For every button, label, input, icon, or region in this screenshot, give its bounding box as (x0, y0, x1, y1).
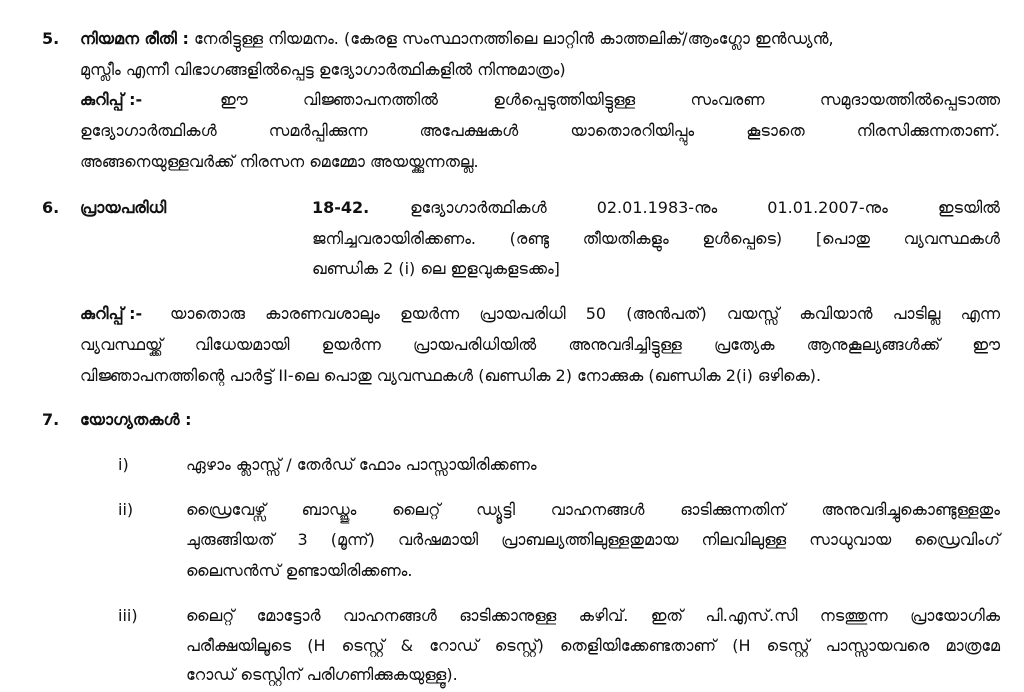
section-5-note-1: ഈ വിജ്ഞാപനത്തിൽ ഉൾപ്പെടുത്തിയിട്ടുള്ള സംവരണ സമുദായത്തിൽപ്പെടാത്ത (220, 90, 1000, 109)
qualification-iii-marker: iii) (118, 606, 138, 625)
section-6-number: 6. (42, 198, 60, 217)
section-5-note-3: അങ്ങനെയുള്ളവർക്ക് നിരസന മെമ്മോ അയയ്ക്കുന്നതല്ല. (80, 152, 479, 171)
section-7-number: 7. (42, 410, 60, 429)
section-6-note-1: യാതൊരു കാരണവശാലും ഉയർന്ന പ്രായപരിധി 50 (അൻപത്) വയസ്സ് കവിയാൻ പാടില്ല എന്ന (170, 304, 1000, 323)
qualification-ii-line-3: ലൈസൻസ് ഉണ്ടായിരിക്കണം. (186, 561, 413, 580)
section-6-note-label: കുറിപ്പ് :- (80, 304, 143, 323)
section-7-label: യോഗ്യതകൾ : (80, 410, 192, 429)
section-6-text-3: ഖണ്ഡിക 2 (i) ലെ ഇളവുകളടക്കം] (312, 259, 560, 278)
section-6-note-3: വിജ്ഞാപനത്തിന്റെ പാർട്ട് II-ലെ പൊതു വ്യവസ്ഥകൾ (ഖണ്ഡിക 2) നോക്കുക (ഖണ്ഡിക 2(i) ഒഴികെ). (80, 366, 822, 385)
section-6-text-2: ജനിച്ചവരായിരിക്കണം. (രണ്ടു തീയതികളും ഉൾപ്പെടെ) [പൊതു വ്യവസ്ഥകൾ (312, 229, 1000, 248)
qualification-ii-line-2: ചുരുങ്ങിയത് 3 (മൂന്ന്) വർഷമായി പ്രാബല്യത്തിലുള്ളതുമായ നിലവിലുള്ള സാധുവായ ഡ്രൈവിംഗ് (186, 530, 1000, 549)
section-5-note-label: കുറിപ്പ് :- (80, 90, 143, 109)
qualification-ii-marker: ii) (118, 500, 134, 519)
qualification-iii-line-1: ലൈറ്റ് മോട്ടോർ വാഹനങ്ങൾ ഓടിക്കാനുള്ള കഴിവ്. ഇത് പി.എസ്.സി നടത്തുന്ന പ്രായോഗിക (186, 606, 1000, 625)
section-5-line-1 (80, 28, 980, 50)
section-6-label: പ്രായപരിധി (80, 198, 167, 217)
section-5-label: നിയമന രീതി : (80, 29, 189, 48)
section-5-text-1: നേരിട്ടുള്ള നിയമനം. (കേരള സംസ്ഥാനത്തിലെ ലാറ്റിൻ കാത്തലിക്/ആംഗ്ലോ ഇൻഡ്യൻ, (193, 29, 834, 48)
qualification-i-marker: i) (118, 455, 129, 474)
section-5-text-2: മുസ്ലീം എന്നീ വിഭാഗങ്ങളിൽപ്പെട്ട ഉദ്യോഗാർത്ഥികളിൽ നിന്നുമാത്രം) (80, 60, 566, 79)
age-range: 18-42. (312, 198, 370, 217)
qualification-ii-line-1: ഡ്രൈവേഴ്സ് ബാഡ്ജും ലൈറ്റ് ഡ്യൂട്ടി വാഹനങ്ങൾ ഓടിക്കുന്നതിന് അനുവദിച്ചുകൊണ്ടുള്ളതും (186, 500, 1000, 519)
qualification-iii-line-2: പരീക്ഷയിലൂടെ (H ടെസ്റ്റ് & റോഡ് ടെസ്റ്റ്) തെളിയിക്കേണ്ടതാണ് (H ടെസ്റ്റ് പാസ്സായവരെ മാത്രമേ (186, 636, 1000, 655)
section-6-text-1: ഉദ്യോഗാർത്ഥികൾ 02.01.1983-നും 01.01.2007-നും ഇടയിൽ (410, 198, 1000, 217)
section-5-note-2: ഉദ്യോഗാർത്ഥികൾ സമർപ്പിക്കുന്ന അപേക്ഷകൾ യാതൊരറിയിപ്പും കൂടാതെ നിരസിക്കുന്നതാണ്. (80, 121, 1000, 140)
qualification-iii-line-3: റോഡ് ടെസ്റ്റിന് പരിഗണിക്കുകയുള്ളൂ). (186, 665, 458, 684)
qualification-i-line-1: ഏഴാം ക്ലാസ്സ് / തേർഡ് ഫോം പാസ്സായിരിക്കണം (186, 455, 537, 474)
section-6-note-2: വ്യവസ്ഥയ്ക്ക് വിധേയമായി ഉയർന്ന പ്രായപരിധിയിൽ അനുവദിച്ചിട്ടുള്ള പ്രത്യേക ആനുകൂല്യങ്ങൾക്ക് ഈ (80, 335, 1000, 354)
section-5-number: 5. (42, 29, 60, 48)
